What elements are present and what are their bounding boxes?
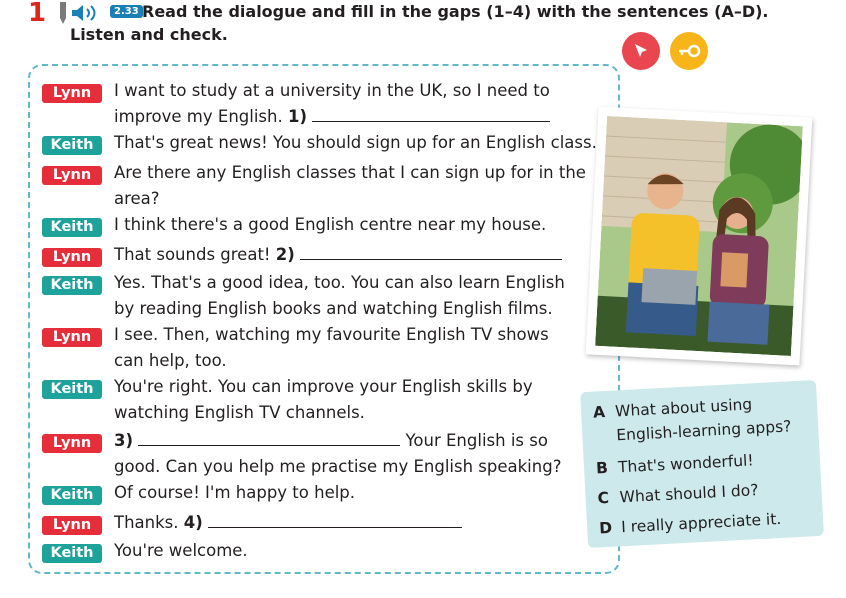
- dialogue-line: That sounds great! 2): [114, 245, 562, 264]
- speaker-tag-lynn: Lynn: [42, 248, 102, 267]
- speaker-tag-keith: Keith: [42, 136, 102, 155]
- dialogue-line: can help, too.: [114, 351, 227, 370]
- students-photo: [586, 107, 813, 366]
- gap-3-blank[interactable]: [138, 431, 400, 446]
- instruction-subtext: Listen and check.: [70, 25, 228, 44]
- audio-speaker-icon[interactable]: [70, 4, 104, 22]
- instruction-text: Read the dialogue and fill in the gaps (1–4) with the sentences (A–D).: [142, 2, 769, 21]
- answer-options-box: [580, 380, 824, 548]
- audio-track-number: 2.33: [110, 5, 143, 18]
- exercise-header: [10, 0, 846, 46]
- dialogue-line: That's great news! You should sign up for an English class.: [114, 133, 597, 152]
- option-letter: B: [595, 458, 609, 478]
- dialogue-line: good. Can you help me practise my English speaking?: [114, 457, 562, 476]
- option-b[interactable]: B That's wonderful!: [595, 451, 755, 478]
- pencil-icon: [58, 2, 68, 24]
- option-letter: D: [598, 518, 613, 538]
- skill-badge-red: [622, 32, 660, 70]
- speaker-tag-lynn: Lynn: [42, 516, 102, 535]
- gap-4-blank[interactable]: [208, 513, 462, 528]
- dialogue-line: watching English TV channels.: [114, 403, 365, 422]
- dialogue-line: I see. Then, watching my favourite English TV shows: [114, 325, 549, 344]
- speaker-tag-lynn: Lynn: [42, 84, 102, 103]
- key-icon: [676, 41, 702, 61]
- speaker-tag-keith: Keith: [42, 544, 102, 563]
- dialogue-line: 3) Your English is so: [114, 431, 548, 450]
- skill-badge-yellow: [670, 32, 708, 70]
- dialogue-line: area?: [114, 189, 160, 208]
- dialogue-line: I think there's a good English centre near my house.: [114, 215, 547, 234]
- option-letter: C: [597, 488, 610, 508]
- gap-number: 2): [275, 245, 295, 264]
- dialogue-line: Are there any English classes that I can sign up for in the: [114, 163, 586, 182]
- gap-number: 4): [183, 513, 203, 532]
- dialogue-line: You're right. You can improve your English skills by: [114, 377, 533, 396]
- cursor-arrow-icon: [631, 41, 651, 61]
- option-c[interactable]: C What should I do?: [597, 481, 759, 508]
- dialogue-line: improve my English. 1): [114, 107, 550, 126]
- speaker-tag-keith: Keith: [42, 276, 102, 295]
- dialogue-line: I want to study at a university in the UK, so I need to: [114, 81, 550, 100]
- gap-number: 1): [287, 107, 307, 126]
- option-a[interactable]: A What about using: [592, 395, 753, 422]
- speaker-tag-lynn: Lynn: [42, 166, 102, 185]
- dialogue-line: Yes. That's a good idea, too. You can also learn English: [114, 273, 565, 292]
- speaker-tag-lynn: Lynn: [42, 328, 102, 347]
- speaker-tag-keith: Keith: [42, 380, 102, 399]
- dialogue-line: by reading English books and watching English films.: [114, 299, 553, 318]
- gap-2-blank[interactable]: [300, 245, 562, 260]
- dialogue-line: You're welcome.: [114, 541, 248, 560]
- gap-number: 3): [114, 431, 134, 450]
- speaker-tag-keith: Keith: [42, 218, 102, 237]
- gap-1-blank[interactable]: [312, 107, 550, 122]
- students-illustration: [595, 116, 803, 356]
- option-a-continued: English-learning apps?: [615, 417, 792, 445]
- option-letter: A: [592, 403, 606, 422]
- speaker-tag-keith: Keith: [42, 486, 102, 505]
- dialogue-line: Thanks. 4): [114, 513, 462, 532]
- option-d[interactable]: D I really appreciate it.: [598, 509, 782, 538]
- dialogue-line: Of course! I'm happy to help.: [114, 483, 356, 502]
- speaker-tag-lynn: Lynn: [42, 434, 102, 453]
- exercise-number: 1: [28, 0, 47, 28]
